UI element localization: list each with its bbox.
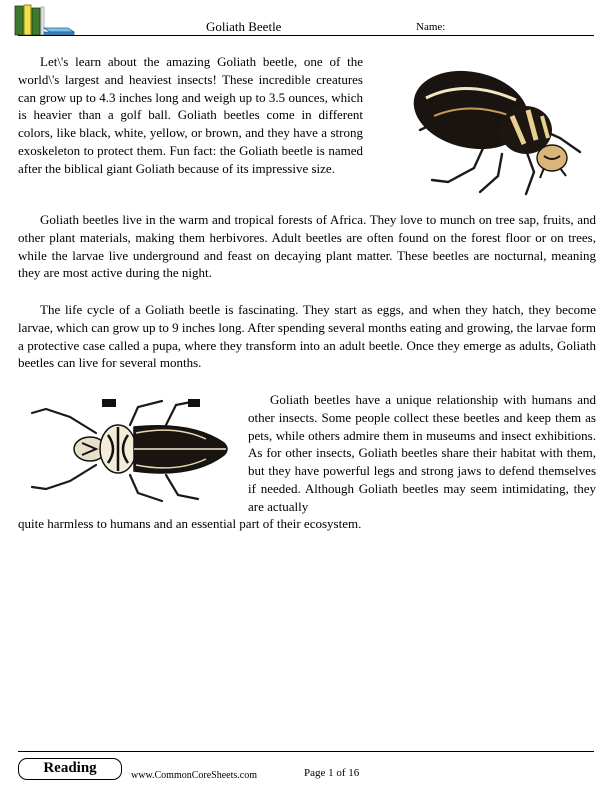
paragraph-3: The life cycle of a Goliath beetle is fascinating. They start as eggs, and when they hatch, they become larvae, which can grow up to 9 inches long. After spending several months eating and growing, the larvae form a protective case called a pupa, where they transform into an adult beetle. Once they emerge as adults, Goliath beetles can live for several months. (18, 302, 596, 371)
footer-website: www.CommonCoreSheets.com (131, 770, 258, 781)
reading-badge: Reading (18, 758, 122, 780)
paragraph-2: Goliath beetles live in the warm and tropical forests of Africa. They love to munch on tree sap, fruits, and other plant materials, making them herbivores. Adult beetles are often found on the forest floor or on trees, while the larvae live underground and feast on decaying plant matter. These beetles are nocturnal, meaning they are most active during the night. (18, 212, 596, 281)
paragraph-1: Let\'s learn about the amazing Goliath beetle, one of the world\'s largest and heaviest insects! These incredible creatures can grow up to 4.3 inches long and weigh up to 3.5 ounces, which is heavier than a golf ball. Goliath beetles come in different colors, like black, white, yellow, or brown, and they have a strong exoskeleton to protect them. Fun fact: the Goliath beetle is named after the biblical giant Goliath because of its impressive size. (18, 54, 363, 176)
name-label: Name: (416, 21, 446, 33)
goliath-beetle-photo (376, 60, 586, 200)
paragraph-4: Goliath beetles have a unique relationship with humans and other insects. Some people collect these beetles and keep them as pets, while others admire them in museums and insect exhibitions. As for other insects, Goliath beetles share their habitat with them, but they have powerful legs and strong jaws to defend themselves if needed. Although Goliath beetles may seem intimidating, they are actually (248, 392, 596, 514)
footer-divider (18, 751, 594, 752)
page-number: Page 1 of 16 (304, 767, 360, 779)
goliath-beetle-topview-photo (26, 395, 242, 505)
header-divider (18, 35, 594, 36)
books-icon (14, 4, 76, 36)
page-title: Goliath Beetle (206, 19, 282, 34)
paragraph-4-continued: quite harmless to humans and an essential part of their ecosystem. (18, 516, 362, 531)
